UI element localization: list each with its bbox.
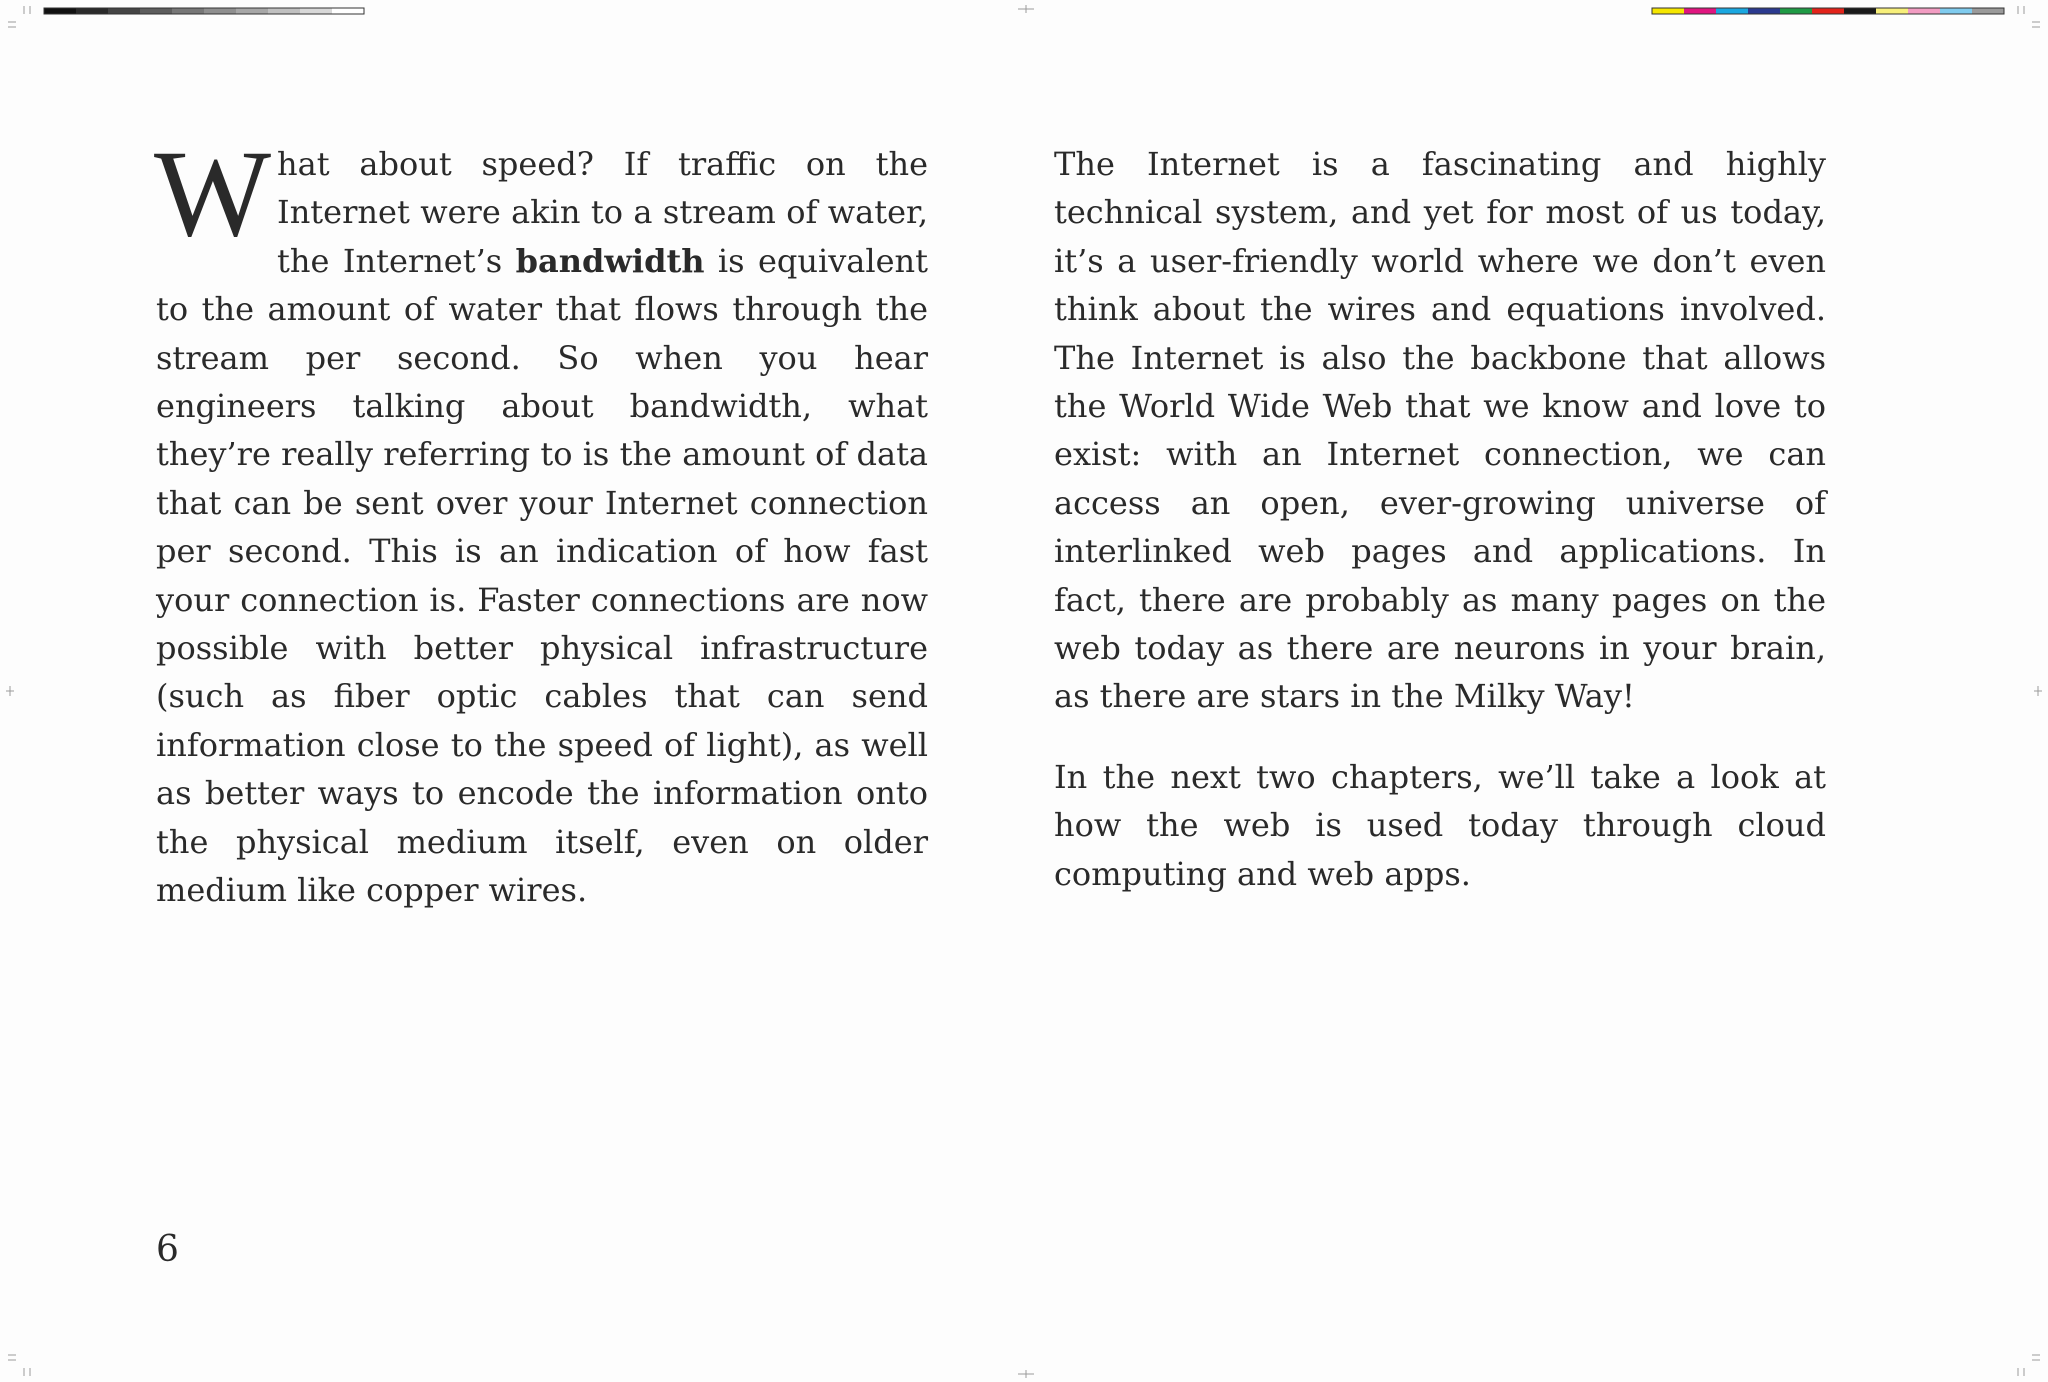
right-paragraph-1: The Internet is a fascinating and highly technical system, and yet for most of us today, it’s a user-friendly world where we don’t even think about the wires and equations involved. The Internet is also the backbone that allows the World Wide Web that we know and love to exist: with an Internet connection, we can access an open, ever-growing universe of interlinked web pages and applications. In fact, there are probably as many pages on the web today as there are neurons in your brain, as there are stars in the Milky Way!	[1054, 145, 1826, 716]
color-swatch	[1876, 8, 1908, 14]
color-swatch	[1652, 8, 1684, 14]
color-swatch	[1748, 8, 1780, 14]
color-swatch	[1908, 8, 1940, 14]
color-calibration-bar	[1652, 8, 2004, 14]
left-paragraph-text-start: hat about speed? If traffic on the Internet were akin to a stream of water, the Internet’s	[277, 145, 928, 280]
left-column	[154, 125, 929, 947]
grayscale-swatch	[108, 8, 140, 14]
grayscale-swatch	[44, 8, 76, 14]
left-paragraph-text-end: is equivalent to the amount of water that flows through the stream per second. So when you hear engineers talking about bandwidth, what they’re really referring to is the amount of data that can be sent over your Internet connection per second. This is an indication of how fast your connection is. Faster connections are now possible with better physical infrastructure (such as fiber optic cables that can send information close to the speed of light), as well as better ways to encode the information onto the physical medium itself, even on older medium like copper wires.	[156, 241, 929, 910]
color-swatch	[1940, 8, 1972, 14]
color-swatch	[1972, 8, 2004, 14]
grayscale-swatch	[172, 8, 204, 14]
color-swatch	[1716, 8, 1748, 14]
right-paragraph-2: In the next two chapters, we’ll take a look at how the web is used today through cloud computing and web apps.	[1054, 757, 1826, 893]
grayscale-swatch	[268, 8, 300, 14]
grayscale-swatch	[300, 8, 332, 14]
color-swatch	[1844, 8, 1876, 14]
grayscale-swatch	[332, 8, 364, 14]
grayscale-calibration-bar	[44, 8, 364, 14]
bold-term-bandwidth: bandwidth	[515, 241, 705, 280]
grayscale-swatch	[140, 8, 172, 14]
page-number: 6	[156, 1229, 179, 1270]
grayscale-swatch	[204, 8, 236, 14]
drop-cap: W	[154, 125, 272, 262]
grayscale-swatch	[236, 8, 268, 14]
color-swatch	[1684, 8, 1716, 14]
grayscale-swatch	[76, 8, 108, 14]
color-swatch	[1780, 8, 1812, 14]
right-column	[1054, 140, 1826, 930]
color-swatch	[1812, 8, 1844, 14]
left-paragraph	[154, 125, 929, 915]
